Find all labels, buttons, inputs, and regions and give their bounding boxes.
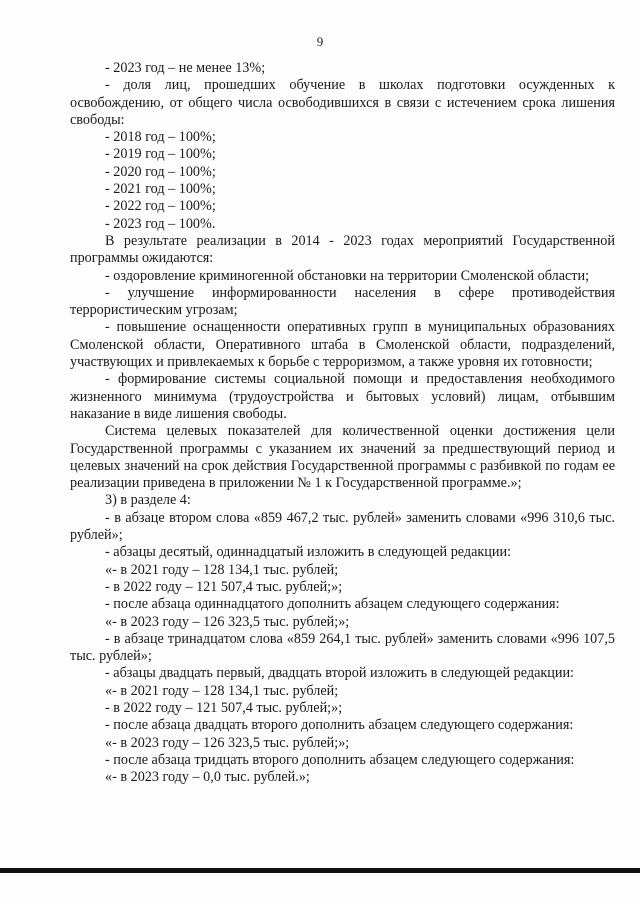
paragraph: - в 2022 году – 121 507,4 тыс. рублей;»;: [105, 699, 343, 716]
scan-edge-bar: [0, 868, 640, 873]
paragraph: - доля лиц, прошедших обучение в школах подготовки осужденных к освобождению, от общего числа освободившихся в связи с истечением срока лишения свободы:: [70, 77, 615, 128]
paragraph: «- в 2023 году – 126 323,5 тыс. рублей;»;: [105, 613, 350, 630]
paragraph: - оздоровление криминогенной обстановки на территории Смоленской области;: [105, 267, 590, 284]
paragraph: - абзацы десятый, одиннадцатый изложить в следующей редакции:: [105, 544, 512, 561]
paragraph: - 2022 год – 100%;: [105, 198, 216, 215]
paragraph: - повышение оснащенности оперативных групп в муниципальных образованиях Смоленской области, Оперативного штаба в Смоленской области, подразделений, участвующих и привлекаемых к борьбе с терроризмом, а также уровня их готовности;: [70, 319, 615, 371]
paragraph: 3) в разделе 4:: [105, 492, 191, 509]
paragraph: - после абзаца тридцать второго дополнить абзацем следующего содержания:: [105, 751, 575, 768]
document-body: [70, 60, 615, 786]
paragraph: - после абзаца одиннадцатого дополнить абзацем следующего содержания:: [105, 596, 560, 613]
paragraph: - формирование системы социальной помощи и предоставления необходимого жизненного минимума (трудоустройства и бытовых условий) лицам, отбывшим наказание в виде лишения свободы.: [70, 371, 615, 422]
paragraph: «- в 2021 году – 128 134,1 тыс. рублей;: [105, 561, 339, 578]
paragraph: - в абзаце тринадцатом слова «859 264,1 тыс. рублей» заменить словами «996 107,5 тыс. рублей»;: [70, 630, 615, 665]
paragraph: - абзацы двадцать первый, двадцать второй изложить в следующей редакции:: [105, 665, 574, 682]
paragraph: «- в 2021 году – 128 134,1 тыс. рублей;: [105, 682, 339, 699]
paragraph: - 2019 год – 100%;: [105, 146, 216, 163]
paragraph: - 2023 год – не менее 13%;: [105, 60, 266, 76]
paragraph: «- в 2023 году – 126 323,5 тыс. рублей;»;: [105, 734, 350, 751]
page-number: 9: [316, 34, 324, 49]
paragraph: - 2020 год – 100%;: [105, 163, 216, 180]
paragraph: В результате реализации в 2014 - 2023 годах мероприятий Государственной программы ожидаются:: [70, 232, 615, 267]
paragraph: - улучшение информированности населения в сфере противодействия террористическим угрозам;: [70, 284, 615, 319]
paragraph: - 2023 год – 100%.: [105, 215, 216, 232]
paragraph: - 2018 год – 100%;: [105, 129, 216, 146]
paragraph: «- в 2023 году – 0,0 тыс. рублей.»;: [105, 769, 310, 786]
paragraph: - в 2022 году – 121 507,4 тыс. рублей;»;: [105, 578, 343, 595]
paragraph: - в абзаце втором слова «859 467,2 тыс. рублей» заменить словами «996 310,6 тыс. рублей»;: [70, 509, 615, 544]
paragraph: - после абзаца двадцать второго дополнить абзацем следующего содержания:: [105, 717, 574, 734]
paragraph: Система целевых показателей для количественной оценки достижения цели Государственной программы с указанием их значений за предшествующий период и целевых значений на срок действия Государственной программы с разбивкой по годам ее реализации приведена в приложении № 1 к Государственной программе.»;: [70, 423, 615, 492]
paragraph: - 2021 год – 100%;: [105, 181, 216, 198]
